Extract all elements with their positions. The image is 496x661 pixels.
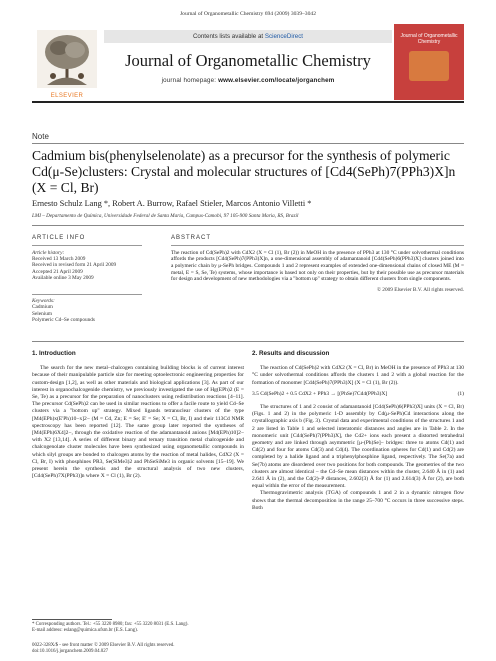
body-divider <box>32 341 464 342</box>
elsevier-tree-icon <box>37 30 97 88</box>
homepage-link[interactable]: www.elsevier.com/locate/jorganchem <box>218 77 335 84</box>
keyword-item: Selenium <box>32 310 53 317</box>
results-paragraph: The reaction of Cd(SePh)2 with CdX2 (X = Cl, Br) in MeOH in the presence of PPh3 at 130 °C under solvothermal conditions affords the clusters 1 and 2 with a global reaction for the formation of monomer [Cd4(SePh)7(PPh3)X] (X = Cl (1), Br (2)). <box>252 365 464 386</box>
equation-text: 3.5 Cd(SePh)2 + 0.5 CdX2 + PPh3 → [(PhSe)7Cd4(PPh3)X] <box>252 390 388 397</box>
abstract-text: The reaction of Cd(SePh)2 with CdX2 (X = Cl (1), Br (2)) in MeOH in the presence of PPh3 at 130 °C under solvothermal conditions affords the products [Cd4(SePh)7(PPh3)X]n, a one-dimensional assembly of adamantanoid [Cd4(SePh)6(PPh3)X] clusters joined into a polymeric chain by μ-SePh bridges. Compounds 1 and 2 represent examples of extended one-dimensional chains of closed ME (M = metal, E = S, Se, Te) systems, whose importance is based not only on their properties, but by their possible use as precursor materials for design and development of new methodologies via a "bottom up" strategy to obtain different clusters from single components. <box>171 249 464 283</box>
history-item: Received in revised form 21 April 2009 <box>32 262 117 269</box>
affiliation-divider <box>32 225 464 226</box>
abstract-heading: ABSTRACT <box>171 235 212 241</box>
publisher-name: ELSEVIER <box>50 93 84 99</box>
publication-info <box>32 643 252 655</box>
contents-prefix: Contents lists available at <box>192 33 264 40</box>
article-info-heading: ARTICLE INFO <box>32 235 86 241</box>
abstract <box>171 235 464 293</box>
issn-line: 0022-328X/$ - see front matter © 2009 Elsevier B.V. All rights reserved. <box>32 643 175 648</box>
reaction-equation <box>252 391 464 398</box>
keywords-rule <box>32 294 142 295</box>
abstract-rule <box>171 245 464 246</box>
results-heading: 2. Results and discussion <box>252 350 330 357</box>
keyword-item: Cadmium <box>32 304 53 311</box>
journal-homepage <box>104 77 392 84</box>
sciencedirect-link[interactable]: ScienceDirect <box>264 33 304 40</box>
header-divider <box>32 101 464 103</box>
results-paragraph: Thermogravimetric analysis (TGA) of compounds 1 and 2 in a dynamic nitrogen flow shows that the thermal decomposition in the range 25–700 °C occurs in three successive steps. Both <box>252 490 464 511</box>
article-info-rule <box>32 245 142 246</box>
journal-title: Journal of Organometallic Chemistry <box>125 51 371 70</box>
results-section <box>252 350 464 512</box>
homepage-prefix: journal homepage: <box>161 77 217 84</box>
cover-graphic <box>409 51 449 81</box>
introduction-heading: 1. Introduction <box>32 350 76 357</box>
author-list: Ernesto Schulz Lang *, Robert A. Burrow, Rafael Stieler, Marcos Antonio Villetti * <box>32 199 312 208</box>
cover-title: Journal of Organometallic Chemistry <box>400 33 458 45</box>
journal-cover <box>394 24 464 100</box>
doi-line[interactable]: doi:10.1016/j.jorganchem.2009.04.027 <box>32 649 109 654</box>
introduction-section <box>32 350 244 480</box>
history-label: Article history: <box>32 249 65 256</box>
results-paragraph: The structures of 1 and 2 consist of adamantanoid [Cd4(SePh)6(PPh3)X] units (X = Cl, Br) (Figs. 1 and 2) in the polymeric 1-D assembly by Cd(μ-SePh)Cd interactions along the crystallographic axis b (Fig. 3). Crystal data and experimental conditions of the structures 1 and 2 are listed in Table 1 and selected interatomic distances and angles are in Table 2. In the monomeric unit [Cd4(SePh)7(PPh3)X], the Cd2+ ions each present a distorted tetrahedral geometry and are linked through asymmetric [μ-(Ph)Se]− bridges: three to atoms Cd(1) and Cd(2) and four for atoms Cd(3) and Cd(4). The coordination spheres for Cd(1) and Cd(2) are completed by a halide ligand and a triphenylphosphine ligand, respectively. The Se(7a) and Se(7b) atoms are disordered over two positions for both compounds. The geometries of the two clusters are almost identical – the Cd–Se mean distances within the cluster, 2.640 Å in (1) and 2.641 Å in (2), and the Cd(2)–P distances, 2.602(3) Å for (1) and 2.614(3) Å for (2), are both equal within the error of the measurement. <box>252 404 464 490</box>
type-divider <box>32 143 464 144</box>
introduction-paragraph: The search for the new metal–chalcogen containing building blocks is of current interest because of their manipulable particle size for meeting optoelectronic engineering properties for custom-design [1,2], as well as other materials and biological applications [3]. As part of our interest in organochalcogenide chemistry, we previously investigated the use of Hg(EPh)2 (E = Se, Te) as a precursor for the preparation of nanoclusters using redistribution reactions [4–11]. The precursor Cd(SePh)2 can be used in similar reactions to offer a facile route to yield Cd–Se clusters via a "bottom up" strategy. Mixed ligands tetranuclear clusters of the type [M4(EPh)x(E'Ph)10−x]2− (M = Cd, Zn; E = Se; E' = Se; X = Cl, Br, I) and their 113Cd NMR spectroscopy has been reported [12]. The same group later reported the syntheses of [M4(EPh)6X4]2−, through the oxidative reaction of the adamantanoid anions [M4(EPh)10]2− with X2 [13,14]. A series of different binary and ternary transition metal chalcogenide and chalcogenolate cluster molecules have been synthesized using organometallic compounds in which silyl groups are bonded to chalcogen atoms by the reaction of metal halides, CdX2 (X = Cl, Br, I) with phosphines PR3, Se(SiMe3)2 and PhSeSiMe3 in organic solvents [15–19]. We present herein the synthesis and the structural analysis of two new clusters, [Cd4(SePh)7X(PPh3)]n where X = Cl (1), Br (2). <box>32 365 244 480</box>
contents-bar <box>104 30 392 43</box>
footnote-line: * Corresponding authors. Tel.: +55 3220 8980; fax: +55 3220 8031 (E.S. Lang). <box>32 622 189 627</box>
article-type: Note <box>32 132 49 141</box>
journal-reference: Journal of Organometallic Chemistry 694 (2009) 3039–3042 <box>180 11 316 17</box>
history-item: Received 13 March 2009 <box>32 255 86 262</box>
publisher-logo <box>32 24 102 100</box>
footnote <box>32 622 244 634</box>
footnote-rule <box>32 619 112 620</box>
affiliation: LMI – Departamento de Química, Universidade Federal de Santa Maria, Campus-Camobi, 97 105-900 Santa Maria, RS, Brazil <box>32 213 299 219</box>
article-title: Cadmium bis(phenylselenolate) as a precursor for the synthesis of polymeric Cd(μ-Se)clusters: Crystal and molecular structures of [Cd4(SePh)7(PPh3)X]n (X = Cl, Br) <box>32 148 456 195</box>
keyword-item: Polymeric Cd–Se compounds <box>32 317 95 324</box>
history-item: Accepted 21 April 2009 <box>32 268 83 275</box>
footnote-email[interactable]: E-mail address: eslang@quimica.ufsm.br (E.S. Lang). <box>32 628 138 633</box>
copyright: © 2009 Elsevier B.V. All rights reserved. <box>376 287 464 294</box>
equation-number: (1) <box>457 390 464 397</box>
keywords-label: Keywords: <box>32 298 55 305</box>
article-info <box>32 235 142 324</box>
history-item: Available online 3 May 2009 <box>32 275 94 282</box>
journal-header <box>104 24 392 100</box>
